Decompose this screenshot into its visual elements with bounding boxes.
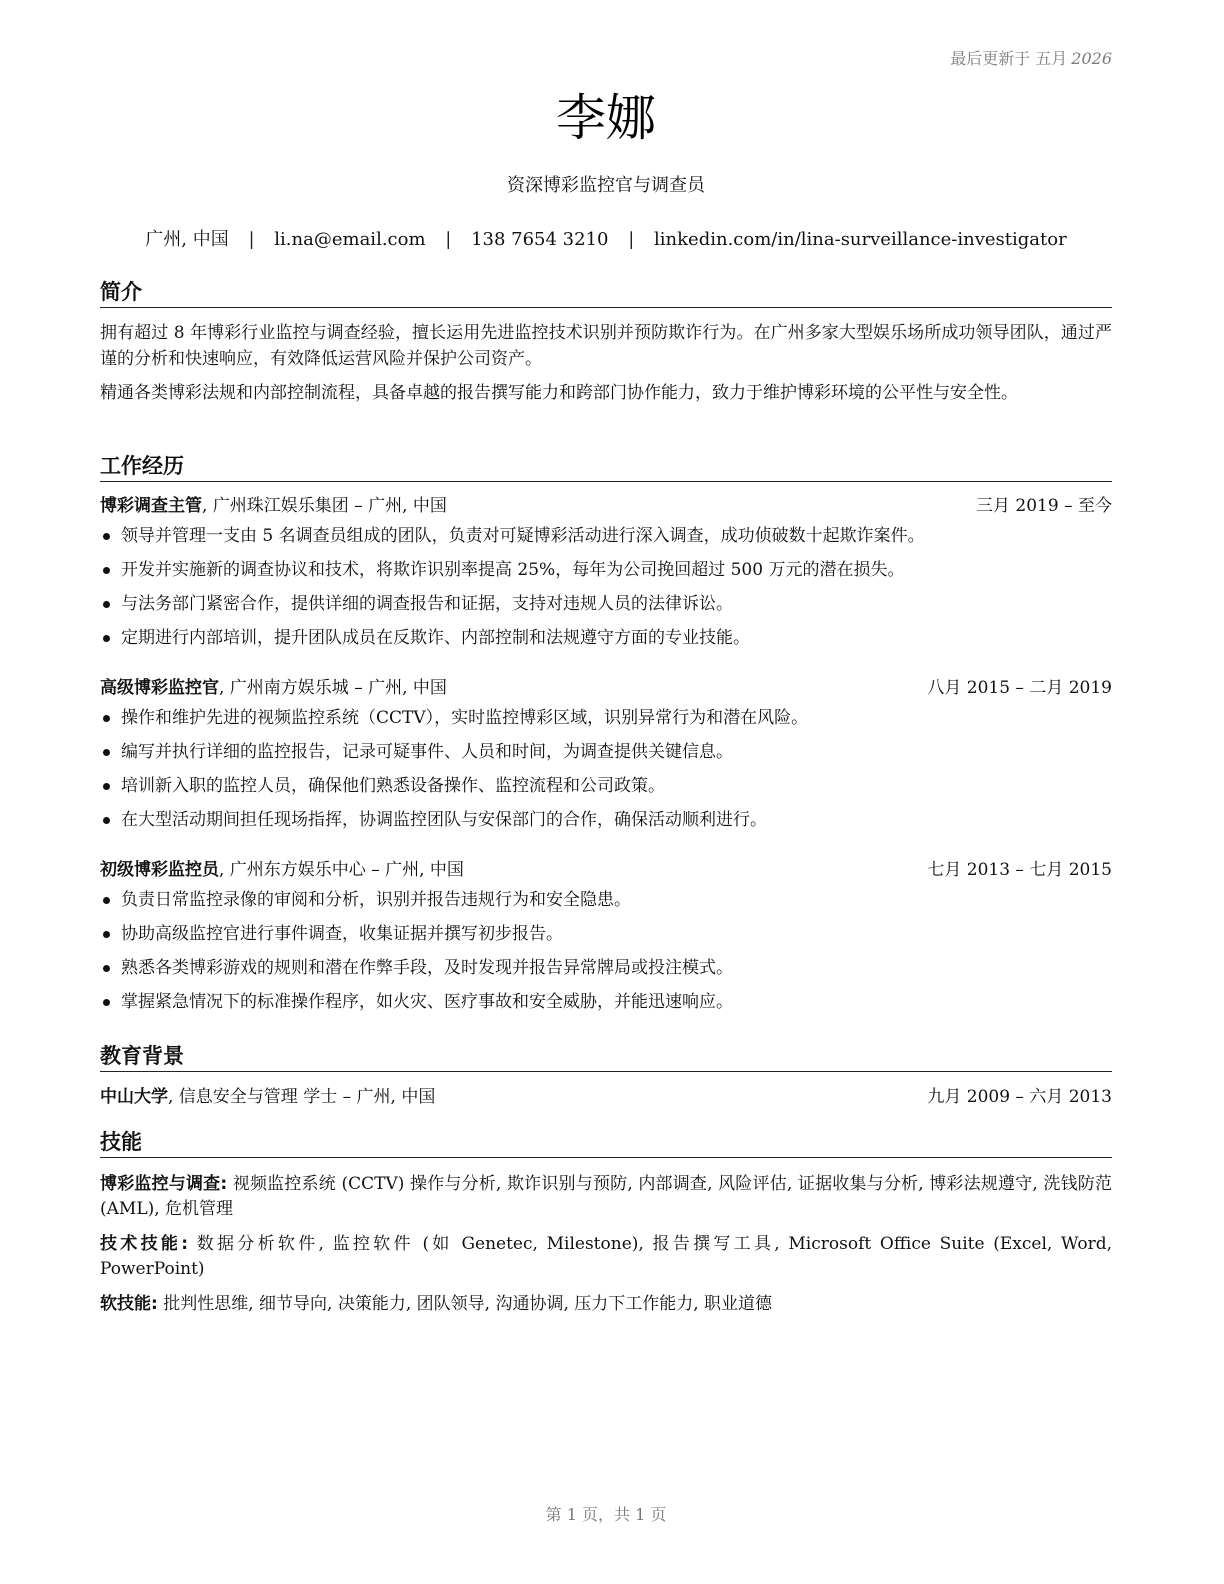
skill-group bbox=[100, 1232, 1112, 1282]
experience-section bbox=[100, 452, 1112, 1015]
education-entry bbox=[100, 1084, 1112, 1110]
list-item: 领导并管理一支由 5 名调查员组成的团队，负责对可疑博彩活动进行深入调查，成功侦破数十起欺诈案件。 bbox=[100, 523, 1112, 549]
list-item: 负责日常监控录像的审阅和分析，识别并报告违规行为和安全隐患。 bbox=[100, 887, 1112, 913]
job-entry bbox=[100, 857, 1112, 1015]
job-role: 博彩调查主管 bbox=[100, 496, 202, 516]
summary-paragraph: 拥有超过 8 年博彩行业监控与调查经验，擅长运用先进监控技术识别并预防欺诈行为。在广州多家大型娱乐场所成功领导团队，通过严谨的分析和快速响应，有效降低运营风险并保护公司资产。 bbox=[100, 323, 1112, 369]
contact-separator: | bbox=[445, 229, 452, 250]
contact-line bbox=[100, 225, 1112, 251]
job-date: 七月 2013 – 七月 2015 bbox=[927, 860, 1112, 880]
skills-section bbox=[100, 1128, 1112, 1317]
list-item: 掌握紧急情况下的标准操作程序，如火灾、医疗事故和安全威胁，并能迅速响应。 bbox=[100, 989, 1112, 1015]
contact-linkedin[interactable]: linkedin.com/in/lina-surveillance-investigator bbox=[654, 229, 1067, 250]
summary-section bbox=[100, 278, 1112, 406]
job-header bbox=[100, 493, 1112, 519]
resume-page bbox=[100, 0, 1112, 1584]
job-header bbox=[100, 857, 1112, 883]
job-role: 初级博彩监控员 bbox=[100, 860, 219, 880]
school-name: 中山大学 bbox=[100, 1087, 168, 1107]
contact-phone[interactable]: 138 7654 3210 bbox=[471, 229, 609, 250]
last-updated-label: 最后更新于 五月 bbox=[950, 49, 1068, 68]
job-org: , 广州东方娱乐中心 – 广州, 中国 bbox=[219, 860, 464, 880]
job-entry bbox=[100, 493, 1112, 651]
skill-label: 博彩监控与调查: bbox=[100, 1174, 228, 1194]
job-date: 八月 2015 – 二月 2019 bbox=[927, 678, 1112, 698]
list-item: 操作和维护先进的视频监控系统（CCTV），实时监控博彩区域，识别异常行为和潜在风险。 bbox=[100, 705, 1112, 731]
section-title: 技能 bbox=[100, 1128, 1112, 1158]
skill-group bbox=[100, 1172, 1112, 1222]
skill-text: 批判性思维, 细节导向, 决策能力, 团队领导, 沟通协调, 压力下工作能力, 职业道德 bbox=[157, 1294, 773, 1314]
list-item: 协助高级监控官进行事件调查，收集证据并撰写初步报告。 bbox=[100, 921, 1112, 947]
education-section bbox=[100, 1042, 1112, 1110]
section-title: 工作经历 bbox=[100, 452, 1112, 482]
candidate-headline: 资深博彩监控官与调查员 bbox=[507, 175, 705, 196]
contact-separator: | bbox=[628, 229, 635, 250]
job-role: 高级博彩监控官 bbox=[100, 678, 219, 698]
summary-paragraph: 精通各类博彩法规和内部控制流程，具备卓越的报告撰写能力和跨部门协作能力，致力于维护博彩环境的公平性与安全性。 bbox=[100, 383, 1018, 403]
education-date: 九月 2009 – 六月 2013 bbox=[927, 1087, 1112, 1107]
degree-detail: , 信息安全与管理 学士 – 广州, 中国 bbox=[168, 1087, 436, 1107]
job-bullets bbox=[100, 887, 1112, 1015]
section-title: 教育背景 bbox=[100, 1042, 1112, 1072]
job-date: 三月 2019 – 至今 bbox=[976, 496, 1112, 516]
page-number: 第 1 页，共 1 页 bbox=[545, 1505, 667, 1524]
candidate-name: 李娜 bbox=[556, 89, 656, 147]
contact-separator: | bbox=[248, 229, 255, 250]
section-title: 简介 bbox=[100, 278, 1112, 308]
list-item: 开发并实施新的调查协议和技术，将欺诈识别率提高 25%，每年为公司挽回超过 500 万元的潜在损失。 bbox=[100, 557, 1112, 583]
last-updated bbox=[950, 46, 1112, 69]
job-header bbox=[100, 675, 1112, 701]
skill-label: 技术技能: bbox=[100, 1234, 188, 1254]
contact-email[interactable]: li.na@email.com bbox=[274, 229, 426, 250]
job-entry bbox=[100, 675, 1112, 833]
skill-label: 软技能: bbox=[100, 1294, 158, 1314]
last-updated-year: 2026 bbox=[1071, 49, 1112, 68]
skill-text: 数据分析软件, 监控软件 (如 Genetec, Milestone), 报告撰写工具, Microsoft Office Suite (Excel, Word, PowerPoint) bbox=[100, 1234, 1112, 1279]
job-org: , 广州南方娱乐城 – 广州, 中国 bbox=[219, 678, 447, 698]
list-item: 培训新入职的监控人员，确保他们熟悉设备操作、监控流程和公司政策。 bbox=[100, 773, 1112, 799]
list-item: 与法务部门紧密合作，提供详细的调查报告和证据，支持对违规人员的法律诉讼。 bbox=[100, 591, 1112, 617]
contact-location: 广州, 中国 bbox=[145, 229, 229, 250]
list-item: 编写并执行详细的监控报告，记录可疑事件、人员和时间，为调查提供关键信息。 bbox=[100, 739, 1112, 765]
job-bullets bbox=[100, 705, 1112, 833]
skill-group bbox=[100, 1292, 1112, 1317]
job-org: , 广州珠江娱乐集团 – 广州, 中国 bbox=[202, 496, 447, 516]
list-item: 熟悉各类博彩游戏的规则和潜在作弊手段，及时发现并报告异常牌局或投注模式。 bbox=[100, 955, 1112, 981]
skill-text: 视频监控系统 (CCTV) 操作与分析, 欺诈识别与预防, 内部调查, 风险评估, 证据收集与分析, 博彩法规遵守, 洗钱防范 (AML), 危机管理 bbox=[100, 1174, 1112, 1219]
list-item: 在大型活动期间担任现场指挥，协调监控团队与安保部门的合作，确保活动顺利进行。 bbox=[100, 807, 1112, 833]
list-item: 定期进行内部培训，提升团队成员在反欺诈、内部控制和法规遵守方面的专业技能。 bbox=[100, 625, 1112, 651]
job-bullets bbox=[100, 523, 1112, 651]
